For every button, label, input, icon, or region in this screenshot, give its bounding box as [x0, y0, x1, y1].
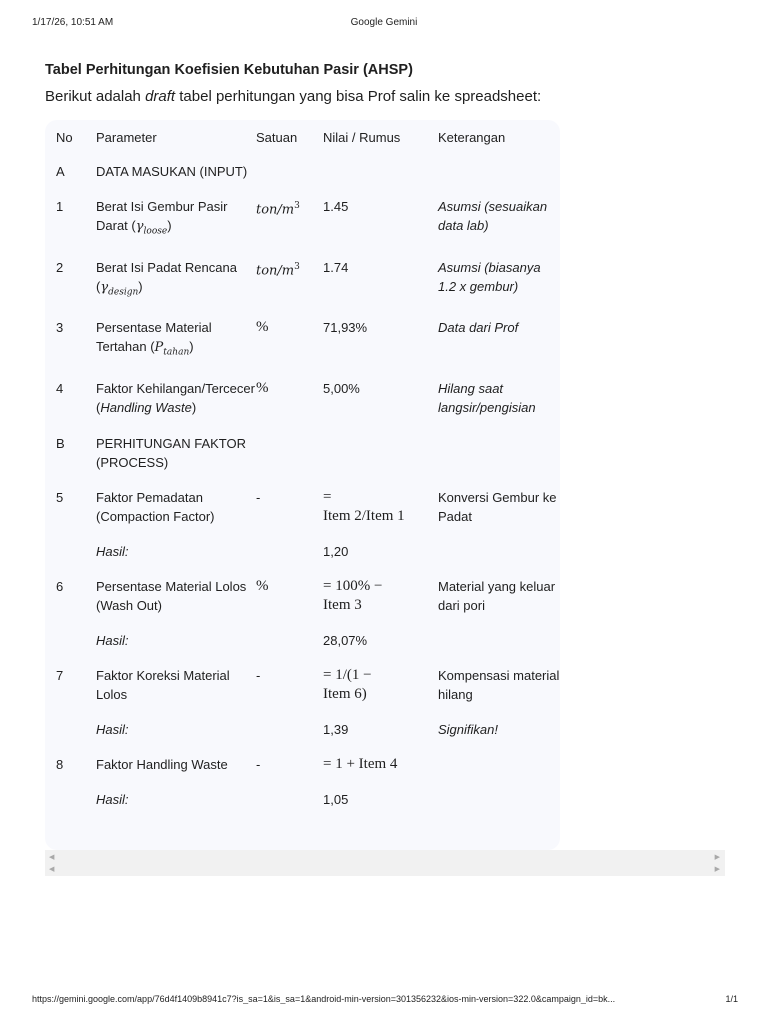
print-date: 1/17/26, 10:51 AM [32, 17, 114, 28]
row5-note: Konversi Gembur ke Padat [438, 489, 557, 524]
print-url: https://gemini.google.com/app/76d4f1409b8941c7?is_sa=1&is_sa=1&android-min-version=301356232&ios-min-version=322.0&campaign_id=bk... [32, 994, 616, 1004]
header-note: Keterangan [438, 130, 506, 145]
row8-result: 1,05 [323, 791, 349, 807]
row3-note: Data dari Prof [438, 320, 519, 336]
table-row [45, 747, 560, 782]
row7-parameter: Faktor Koreksi Material Lolos [96, 667, 230, 702]
table-row [45, 534, 560, 569]
section-b-no: B [56, 435, 65, 451]
table-row [45, 658, 560, 712]
section-b-label: PERHITUNGAN FAKTOR (PROCESS) [96, 435, 247, 470]
intro-text [45, 88, 541, 105]
row3-parameter: Persentase Material Tertahan $(P_{tahan})$ [96, 320, 212, 358]
row5-unit: - [256, 489, 261, 505]
table-row [45, 569, 560, 623]
row1-no: 1 [56, 199, 64, 214]
row5-formula: = Item 2/Item 1 [323, 488, 405, 524]
header-unit: Satuan [256, 130, 298, 145]
header-value: Nilai / Rumus [323, 130, 401, 145]
row6-parameter: Persentase Material Lolos (Wash Out) [96, 578, 247, 613]
row5-parameter: Faktor Pemadatan (Compaction Factor) [96, 489, 215, 524]
row7-unit: - [256, 667, 261, 683]
row6-formula: = 100% − Item 3 [323, 577, 383, 613]
intro-text-italic: draft [145, 88, 176, 105]
table-row [45, 782, 560, 817]
table-row [45, 623, 560, 658]
row2-unit: ton/$m^3$ [256, 261, 300, 278]
calculation-table-container [45, 120, 560, 850]
header-parameter: Parameter [96, 130, 157, 145]
table-row [45, 250, 560, 311]
row7-formula: = 1/(1 − Item 6) [323, 666, 372, 702]
row5-result-label: Hasil: [96, 543, 129, 559]
row1-unit: ton/$m^3$ [256, 201, 300, 218]
document-title: Tabel Perhitungan Koefisien Kebutuhan Pasir (AHSP) [45, 62, 413, 78]
row2-parameter: Berat Isi Padat Rencana $(\gamma_{design})$ [96, 259, 237, 298]
row5-no: 5 [56, 489, 64, 505]
row4-parameter: Faktor Kehilangan/Tercecer (Handling Waste) [96, 380, 255, 415]
row3-no: 3 [56, 320, 64, 336]
row8-unit: - [256, 756, 261, 772]
row6-unit: % [256, 577, 269, 594]
row8-no: 8 [56, 756, 64, 772]
row4-no: 4 [56, 380, 64, 396]
print-header [32, 17, 736, 31]
row3-value: 71,93% [323, 320, 368, 336]
row2-value: 1.74 [323, 259, 349, 275]
scroll-right-icon[interactable]: ▶ [714, 854, 720, 861]
horizontal-scrollbar[interactable] [45, 850, 725, 876]
table-row [45, 426, 560, 480]
table-row [45, 310, 560, 371]
intro-text-end: tabel perhitungan yang bisa Prof salin ke spreadsheet: [175, 88, 542, 105]
row7-note: Kompensasi material hilang [438, 667, 560, 702]
row4-unit: % [256, 379, 269, 396]
section-a-no: A [56, 164, 65, 179]
row7-result-note: Signifikan! [438, 721, 498, 737]
calculation-table [45, 120, 560, 817]
row2-note: Asumsi (biasanya 1.2 x gembur) [438, 259, 541, 294]
page-number: 1/1 [725, 994, 738, 1004]
table-row [45, 371, 560, 426]
row2-no: 2 [56, 259, 64, 275]
row5-result: 1,20 [323, 543, 349, 559]
intro-text-start: Berikut adalah [45, 88, 146, 105]
table-row [45, 189, 560, 250]
row1-note: Asumsi (sesuaikan data lab) [438, 199, 548, 233]
header-no: No [56, 130, 73, 145]
section-a-label: DATA MASUKAN (INPUT) [96, 164, 248, 179]
print-footer [32, 994, 738, 1008]
row7-no: 7 [56, 667, 64, 683]
table-row [45, 712, 560, 747]
row4-value: 5,00% [323, 380, 360, 396]
table-header-row [45, 120, 560, 154]
table-row [45, 154, 560, 189]
row6-result: 28,07% [323, 632, 368, 648]
row1-value: 1.45 [323, 199, 349, 214]
scroll-left-icon[interactable]: ◀ [49, 854, 55, 861]
scroll-left-icon[interactable]: ◀ [49, 866, 55, 873]
row7-result-label: Hasil: [96, 721, 129, 737]
row7-result: 1,39 [323, 721, 349, 737]
row3-unit: % [256, 319, 269, 336]
row8-formula: = 1 + Item 4 [323, 755, 398, 772]
row8-parameter: Faktor Handling Waste [96, 756, 228, 772]
row1-parameter: Berat Isi Gembur Pasir Darat $(\gamma_{loose})$ [96, 199, 228, 237]
row4-note: Hilang saat langsir/pengisian [438, 380, 536, 415]
row6-note: Material yang keluar dari pori [438, 578, 556, 613]
scroll-right-icon[interactable]: ▶ [714, 866, 720, 873]
row8-result-label: Hasil: [96, 791, 129, 807]
row6-result-label: Hasil: [96, 632, 129, 648]
table-row [45, 480, 560, 534]
row6-no: 6 [56, 578, 64, 594]
print-title: Google Gemini [350, 17, 418, 28]
